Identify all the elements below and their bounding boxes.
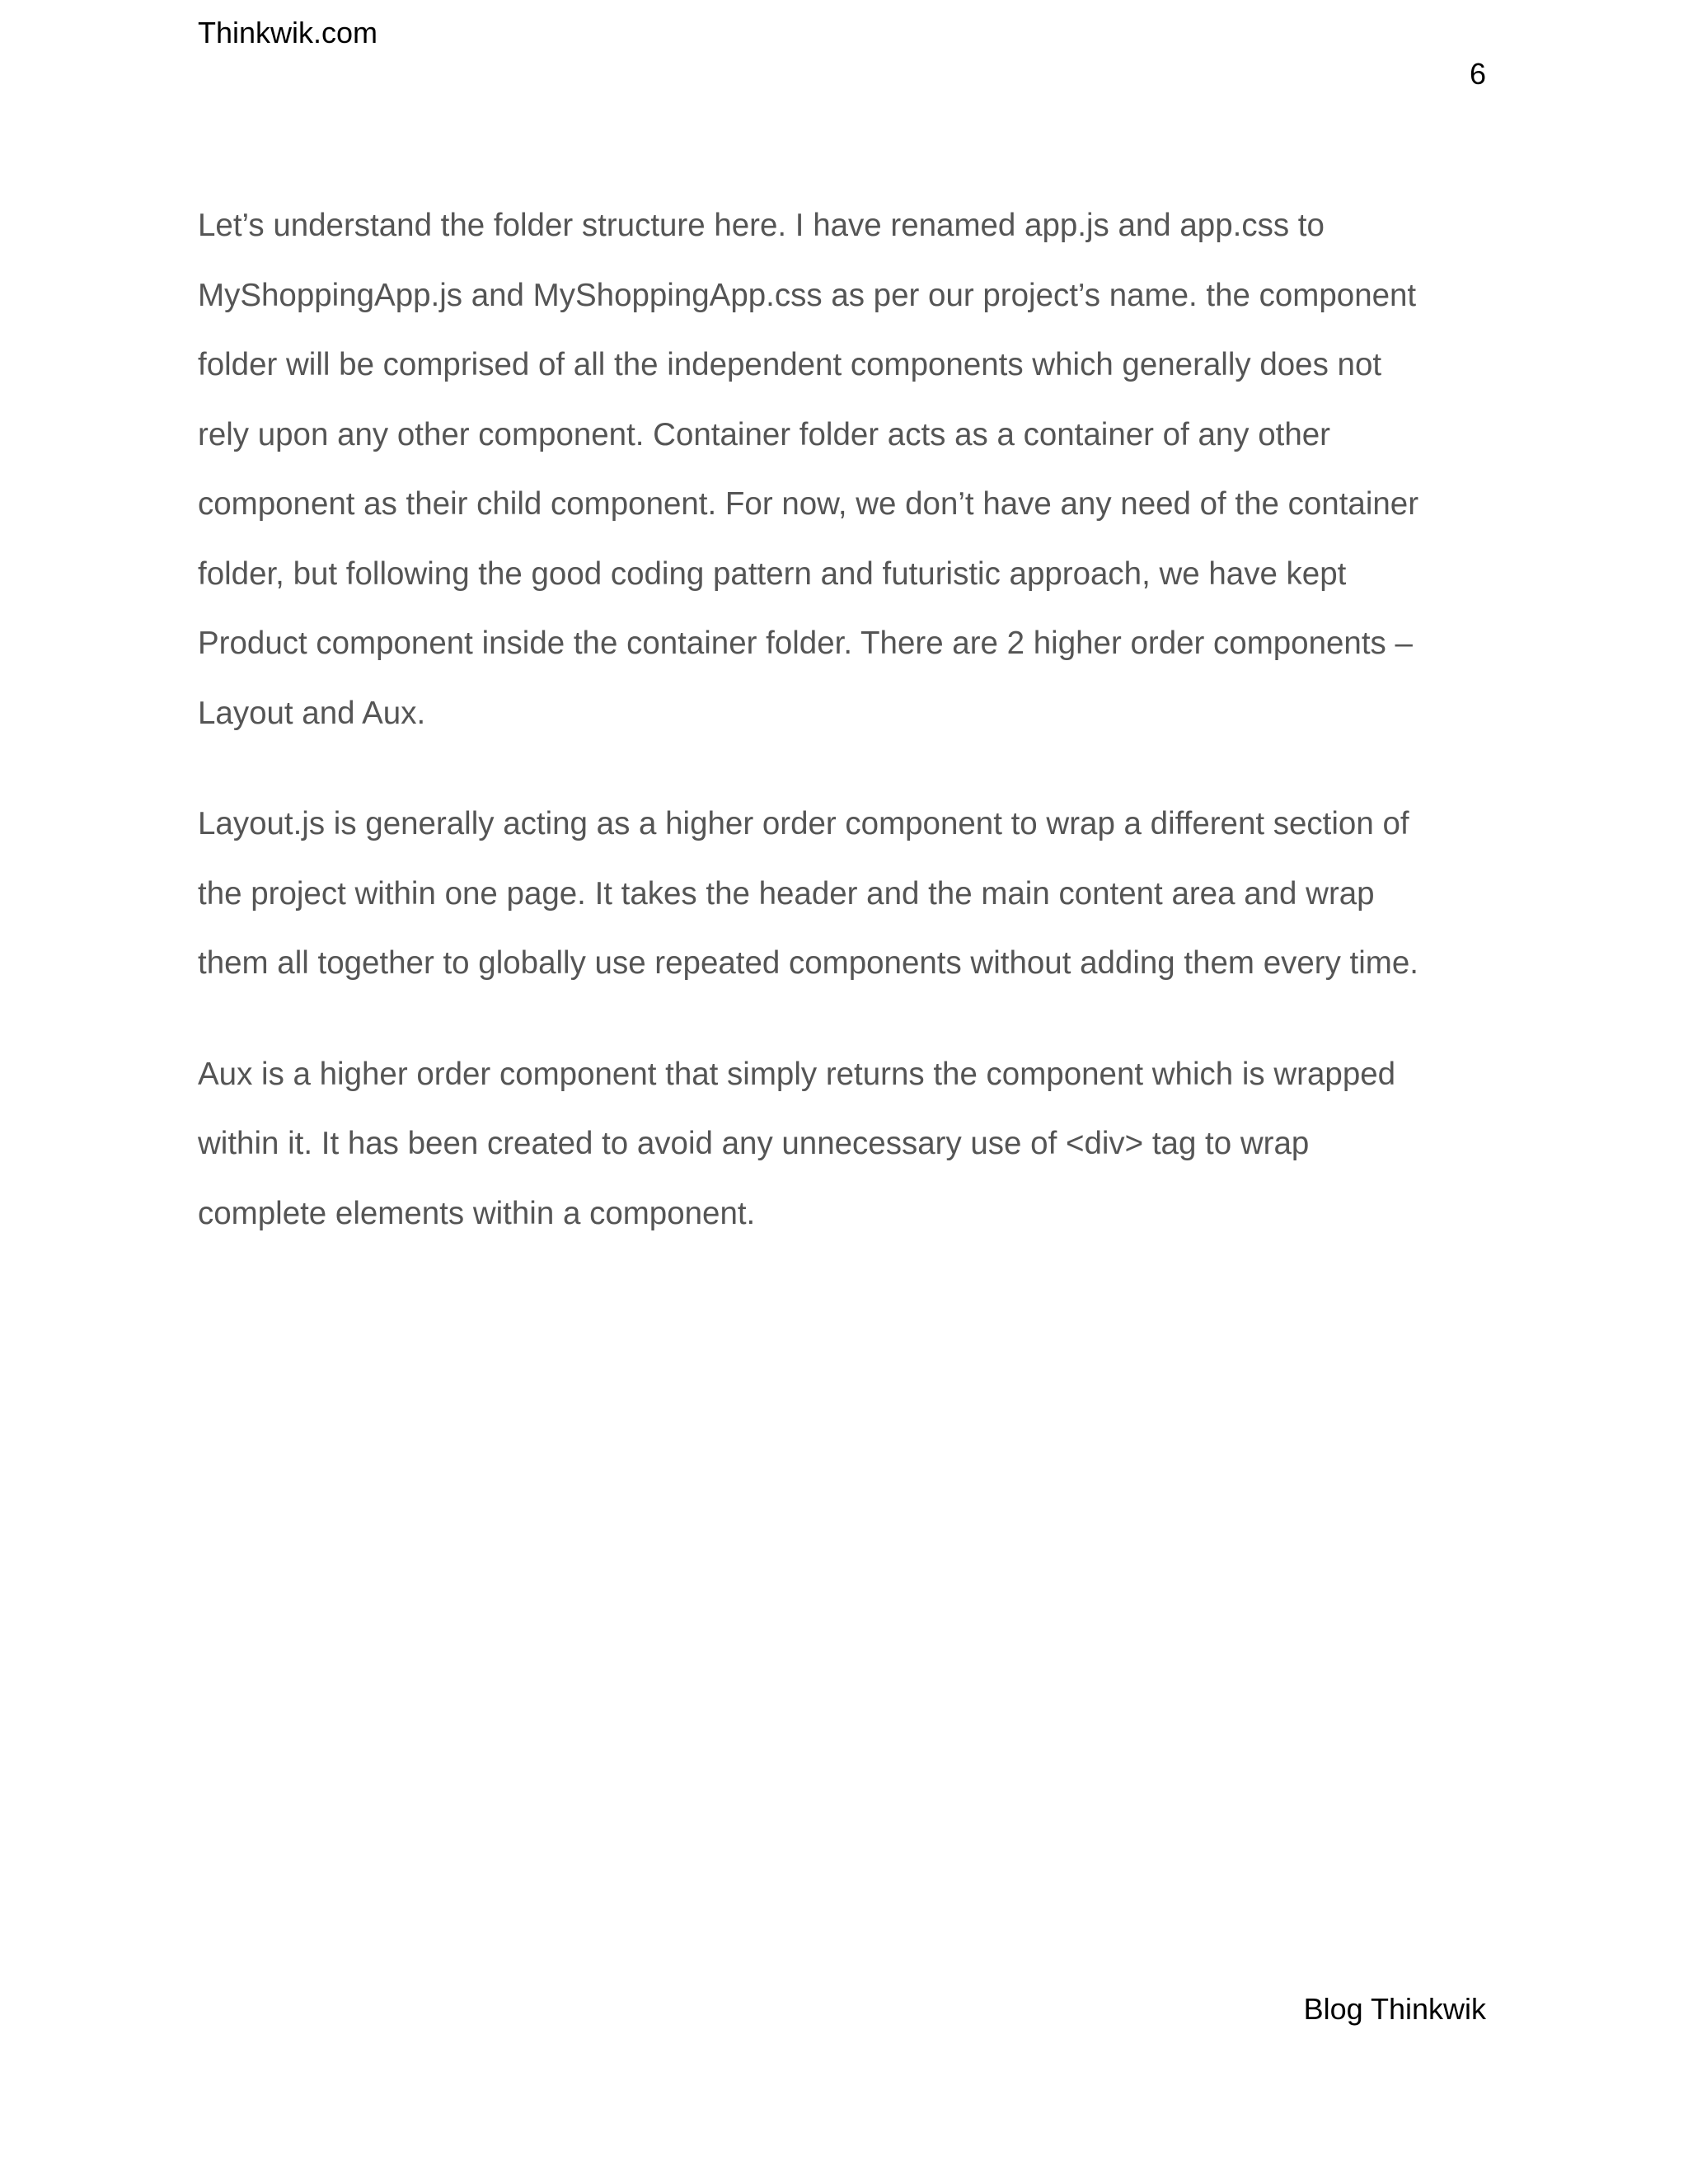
paragraph-layout-js: Layout.js is generally acting as a higher order component to wrap a different section of the project within one page. It takes the header and the main content area and wrap them all together to globally use repeated components without adding them every time.: [198, 806, 1418, 981]
body-text: [198, 191, 1490, 1290]
paragraph-aux: Aux is a higher order component that simply returns the component which is wrapped within it. It has been created to avoid any unnecessary use of <div> tag to wrap complete elements within a component.: [198, 1056, 1396, 1231]
footer-label: Blog Thinkwik: [1303, 1992, 1486, 2026]
paragraph-folder-structure: Let’s understand the folder structure here. I have renamed app.js and app.css to MyShoppingApp.js and MyShoppingApp.css as per our project’s name. the component folder will be comprised of all the independent components which generally does not rely upon any other component. Container folder acts as a container of any other component as their child component. For now, we don’t have any need of the container folder, but following the good coding pattern and futuristic approach, we have kept Product component inside the container folder. There are 2 higher order components – Layout and Aux.: [198, 208, 1419, 731]
page-number: 6: [1469, 57, 1486, 91]
header-site-name: Thinkwik.com: [198, 16, 378, 49]
